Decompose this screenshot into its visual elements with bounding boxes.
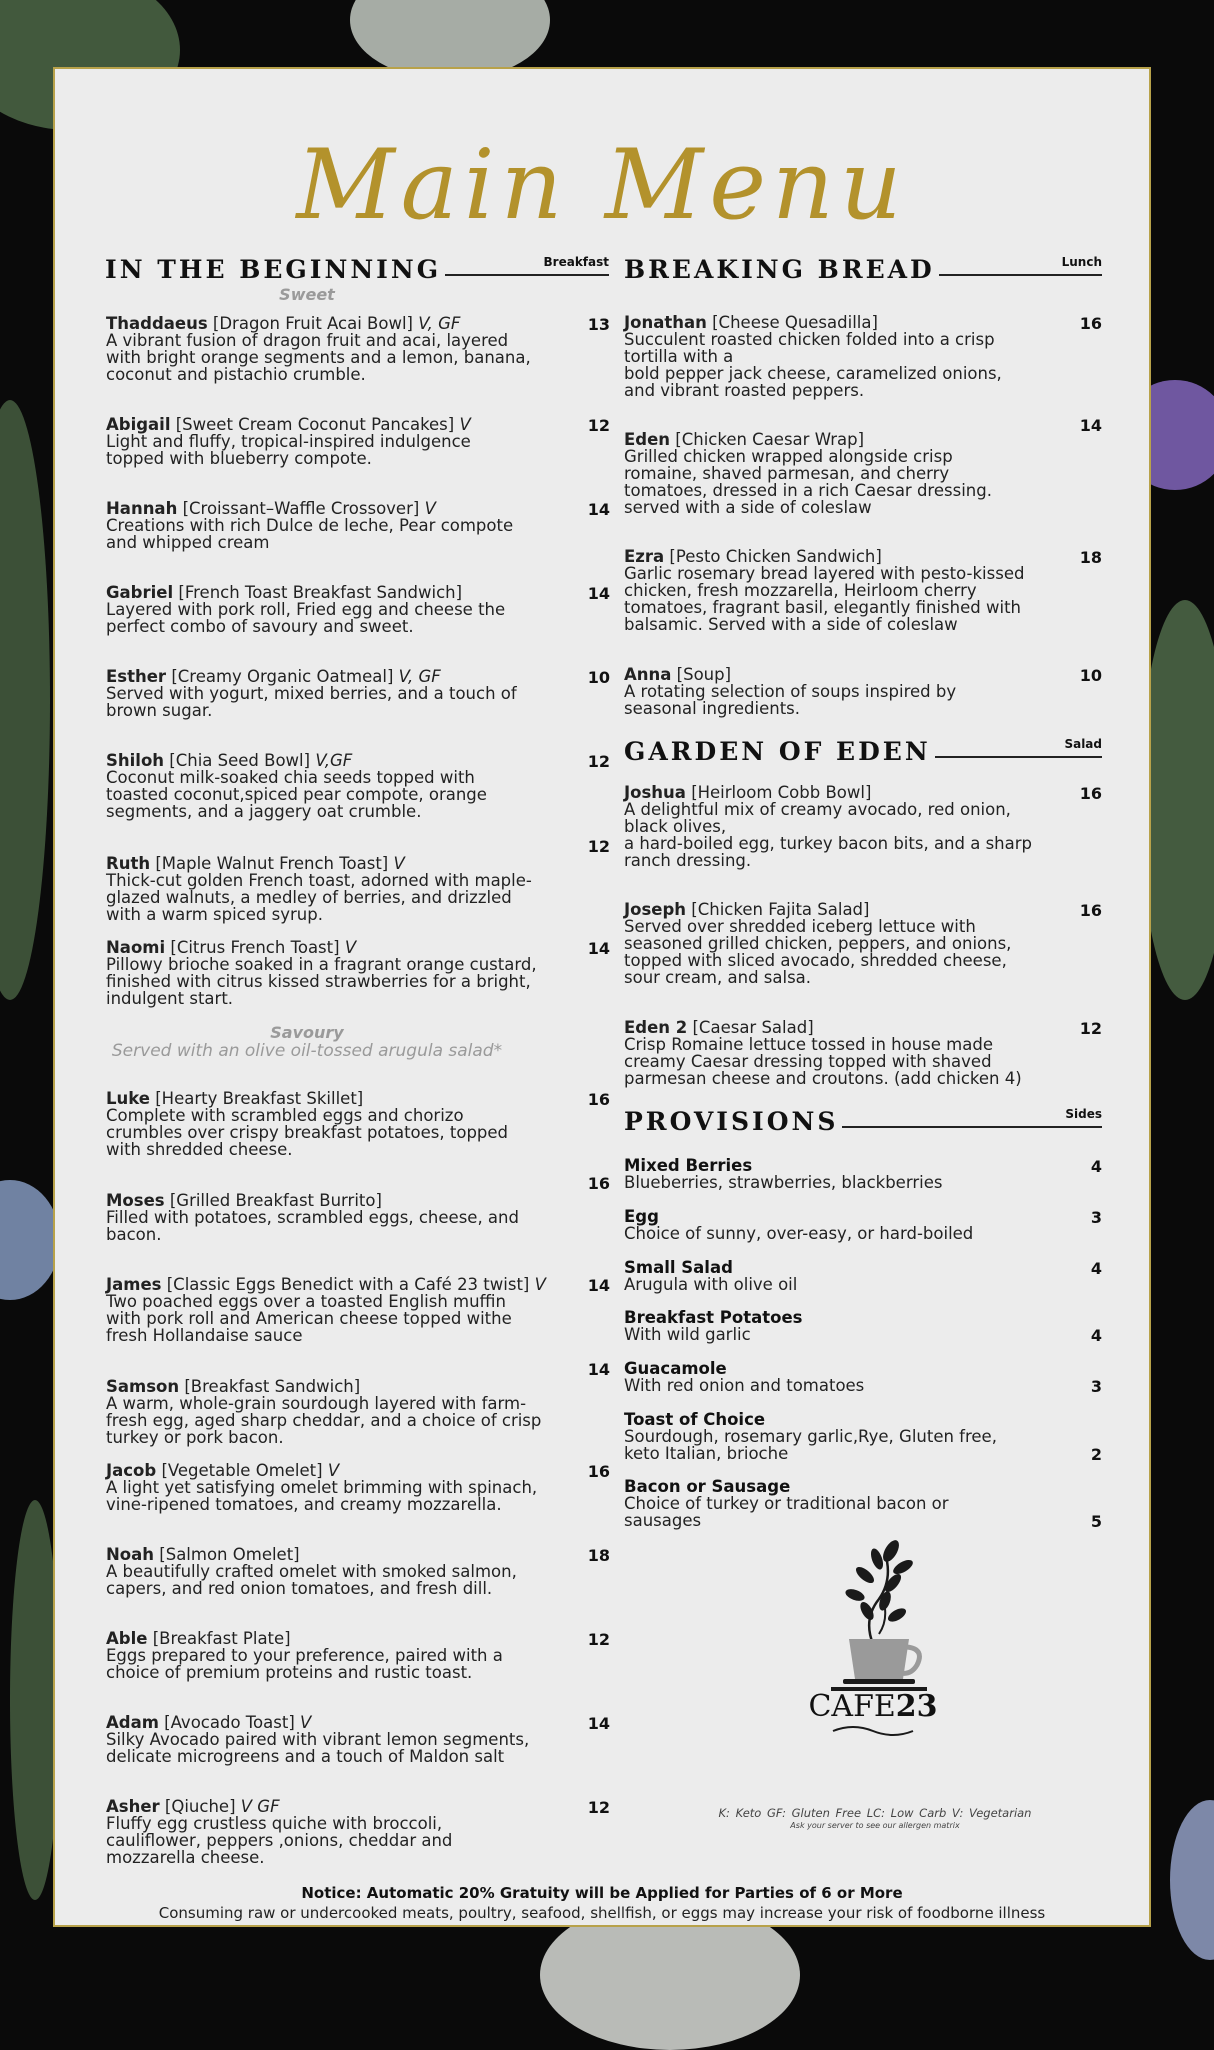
diet-legend-text: K: Keto GF: Gluten Free LC: Low Carb V: Vegetarian — [718, 1806, 1032, 1820]
diet-legend — [695, 1806, 1055, 1830]
item-price: 14 — [587, 584, 610, 603]
item-dish: [Soup] — [676, 665, 732, 684]
item-name: Ruth — [106, 854, 151, 873]
item-dish: [Qiuche] — [164, 1797, 236, 1816]
menu-item — [624, 1019, 1102, 1087]
item-description: Fluffy egg crustless quiche with broccoli, cauliflower, peppers ,onions, cheddar and mozzarella cheese. — [106, 1814, 453, 1867]
menu-item — [106, 416, 610, 467]
item-price: 12 — [587, 752, 610, 771]
menu-item-heading — [106, 315, 610, 332]
item-name: Eden — [624, 430, 671, 449]
menu-item — [106, 1462, 610, 1513]
item-dish: [Citrus French Toast] — [170, 938, 340, 957]
menu-item — [106, 855, 610, 923]
item-dish: [Grilled Breakfast Burrito] — [169, 1191, 382, 1210]
subsection-savoury-label: Savoury — [270, 1023, 344, 1042]
item-dish: [Creamy Organic Oatmeal] — [171, 667, 394, 686]
menu-item-heading — [106, 1378, 610, 1395]
menu-item-heading — [624, 548, 1102, 565]
item-description: Filled with potatoes, scrambled eggs, cheese, and bacon. — [106, 1208, 519, 1244]
item-description: A rotating selection of soups inspired by seasonal ingredients. — [624, 682, 957, 718]
item-description: Served with yogurt, mixed berries, and a touch of brown sugar. — [106, 684, 517, 720]
item-description: Thick-cut golden French toast, adorned with maple- glazed walnuts, a medley of berries, and drizzled with a warm spiced syrup. — [106, 871, 532, 924]
side-item — [624, 1411, 1044, 1462]
item-description: Two poached eggs over a toasted English muffin with pork roll and American cheese topped withe fresh Hollandaise sauce — [106, 1292, 512, 1345]
item-name: Jonathan — [624, 313, 707, 332]
item-description: Silky Avocado paired with vibrant lemon segments, delicate microgreens and a touch of Maldon salt — [106, 1730, 530, 1766]
item-diet-tags: V GF — [240, 1797, 280, 1816]
item-diet-tags: V — [344, 938, 357, 957]
item-name: Luke — [106, 1089, 150, 1108]
item-dish: [Chia Seed Bowl] — [169, 751, 311, 770]
side-price: 3 — [1090, 1208, 1102, 1227]
side-item — [624, 1309, 1044, 1343]
subsection-sweet-label: Sweet — [279, 285, 335, 304]
menu-item — [106, 1546, 610, 1597]
item-name: Eden 2 — [624, 1018, 688, 1037]
item-description: Served over shredded iceberg lettuce with seasoned grilled chicken, peppers, and onions, topped with sliced avocado, shredded cheese, sour cream, and salsa. — [624, 917, 1012, 987]
side-price: 4 — [1090, 1157, 1102, 1176]
section-tag: Sides — [1065, 1107, 1102, 1121]
item-diet-tags: V, GF — [398, 667, 441, 686]
item-price: 12 — [587, 1798, 610, 1817]
item-name: Adam — [106, 1713, 159, 1732]
item-price: 16 — [587, 1174, 610, 1193]
item-diet-tags: V — [424, 499, 436, 518]
item-price: 16 — [587, 1462, 610, 1481]
item-dish: [Hearty Breakfast Skillet] — [155, 1089, 364, 1108]
item-name: Noah — [106, 1545, 155, 1564]
side-name: Guacamole — [624, 1359, 727, 1378]
section-title: IN THE BEGINNING — [105, 255, 445, 284]
item-description: A light yet satisfying omelet brimming with spinach, vine-ripened tomatoes, and creamy mozzarella. — [106, 1478, 538, 1514]
item-name: James — [106, 1275, 162, 1294]
item-description: Grilled chicken wrapped alongside crisp romaine, shaved parmesan, and cherry tomatoes, dressed in a rich Caesar dressing. served with a side of coleslaw — [624, 447, 992, 517]
item-name: Gabriel — [106, 583, 174, 602]
item-dish: [Croissant–Waffle Crossover] — [182, 499, 420, 518]
item-dish: [Breakfast Sandwich] — [184, 1377, 361, 1396]
menu-item-heading — [106, 855, 610, 872]
item-name: Anna — [624, 665, 672, 684]
item-name: Moses — [106, 1191, 165, 1210]
subsection-savoury-note: Served with an olive oil-tossed arugula salad* — [111, 1041, 503, 1061]
item-diet-tags: V — [327, 1461, 340, 1480]
menu-item-heading — [106, 1630, 610, 1647]
item-name: Thaddaeus — [106, 314, 208, 333]
item-dish: [Cheese Quesadilla] — [712, 313, 878, 332]
side-price: 4 — [1090, 1326, 1102, 1345]
section-title: BREAKING BREAD — [624, 255, 939, 284]
item-price: 14 — [587, 939, 610, 958]
menu-item — [624, 666, 1102, 717]
menu-item-heading — [106, 500, 610, 517]
item-dish: [Maple Walnut French Toast] — [155, 854, 389, 873]
side-description: With red onion and tomatoes — [624, 1376, 865, 1395]
menu-item-heading — [106, 1798, 610, 1815]
menu-item-heading — [106, 1090, 610, 1107]
menu-item-heading — [624, 666, 1102, 683]
item-name: Abigail — [106, 415, 171, 434]
section-sides-header — [624, 1107, 1102, 1141]
item-name: Joshua — [624, 783, 686, 802]
side-name: Toast of Choice — [624, 1410, 766, 1429]
gratuity-notice: Notice: Automatic 20% Gratuity will be Applied for Parties of 6 or More — [301, 1884, 903, 1902]
cafe-logo-number: 23 — [895, 1689, 938, 1724]
menu-item — [624, 901, 1102, 986]
menu-item-heading — [106, 1462, 610, 1479]
menu-item-heading — [624, 314, 1102, 331]
side-description: Choice of turkey or traditional bacon or sausages — [624, 1494, 949, 1530]
item-name: Naomi — [106, 938, 166, 957]
item-description: A beautifully crafted omelet with smoked salmon, capers, and red onion tomatoes, and fresh dill. — [106, 1562, 517, 1598]
side-price: 2 — [1090, 1445, 1102, 1464]
menu-item — [106, 668, 610, 719]
side-name: Breakfast Potatoes — [624, 1308, 803, 1327]
menu-item — [106, 1798, 610, 1866]
item-description: Layered with pork roll, Fried egg and cheese the perfect combo of savoury and sweet. — [106, 600, 506, 636]
item-price: 12 — [1079, 1019, 1102, 1038]
menu-item-heading — [106, 668, 610, 685]
menu-item — [106, 500, 610, 551]
item-dish: [Salmon Omelet] — [159, 1545, 300, 1564]
menu-item-heading — [106, 1192, 610, 1209]
menu-item-heading — [624, 901, 1102, 918]
menu-item — [106, 1276, 610, 1344]
item-description: Coconut milk-soaked chia seeds topped with toasted coconut,spiced pear compote, orange segments, and a jaggery oat crumble. — [106, 768, 487, 821]
menu-card — [53, 67, 1151, 1927]
item-diet-tags: V — [393, 854, 405, 873]
item-description: Light and fluffy, tropical-inspired indulgence topped with blueberry compote. — [106, 432, 471, 468]
section-tag: Lunch — [1061, 255, 1102, 269]
item-price: 18 — [587, 1546, 610, 1565]
item-description: A delightful mix of creamy avocado, red onion, black olives, a hard-boiled egg, turkey bacon bits, and a sharp ranch dressing. — [624, 800, 1033, 870]
menu-item — [106, 939, 610, 1007]
item-diet-tags: V — [300, 1713, 312, 1732]
item-name: Asher — [106, 1797, 160, 1816]
item-description: Creations with rich Dulce de leche, Pear compote and whipped cream — [106, 516, 514, 552]
item-name: Ezra — [624, 547, 665, 566]
item-description: Pillowy brioche soaked in a fragrant orange custard, finished with citrus kissed strawberries for a bright, indulgent start. — [106, 955, 537, 1008]
item-description: A warm, whole-grain sourdough layered with farm- fresh egg, aged sharp cheddar, and a choice of crisp turkey or pork bacon. — [106, 1394, 542, 1447]
menu-item-heading — [106, 1546, 610, 1563]
menu-item — [106, 584, 610, 635]
section-title: GARDEN OF EDEN — [624, 737, 935, 766]
side-item — [624, 1259, 1044, 1293]
item-name: Joseph — [624, 900, 687, 919]
cafe-logo-word: CAFE — [808, 1689, 896, 1724]
menu-item — [106, 1192, 610, 1243]
menu-item — [106, 315, 610, 383]
menu-item — [624, 784, 1102, 869]
menu-item — [624, 548, 1102, 633]
side-description: Choice of sunny, over-easy, or hard-boiled — [624, 1224, 974, 1243]
menu-item — [624, 431, 1102, 516]
background-foliage — [1140, 600, 1214, 1000]
menu-item-heading — [106, 752, 610, 769]
cafe-logo — [793, 1539, 953, 1739]
side-description: Sourdough, rosemary garlic,Rye, Gluten free, keto Italian, brioche — [624, 1427, 997, 1463]
item-dish: [French Toast Breakfast Sandwich] — [178, 583, 463, 602]
item-diet-tags: V,GF — [315, 751, 353, 770]
menu-item-heading — [624, 784, 1102, 801]
item-description: Garlic rosemary bread layered with pesto-kissed chicken, fresh mozzarella, Heirloom cherry tomatoes, fragrant basil, elegantly finished with balsamic. Served with a side of coleslaw — [624, 564, 1025, 634]
menu-item-heading — [106, 416, 610, 433]
item-price: 14 — [1079, 416, 1102, 435]
item-name: Esther — [106, 667, 167, 686]
side-name: Mixed Berries — [624, 1156, 753, 1175]
side-name: Egg — [624, 1207, 659, 1226]
item-dish: [Sweet Cream Coconut Pancakes] — [175, 415, 455, 434]
section-tag: Breakfast — [543, 255, 609, 269]
item-dish: [Caesar Salad] — [692, 1018, 814, 1037]
item-price: 12 — [587, 1630, 610, 1649]
menu-item — [106, 1714, 610, 1765]
item-name: Hannah — [106, 499, 178, 518]
side-name: Bacon or Sausage — [624, 1477, 791, 1496]
item-price: 13 — [587, 315, 610, 334]
item-description: Succulent roasted chicken folded into a crisp tortilla with a bold pepper jack cheese, caramelized onions, and vibrant roasted peppers. — [624, 330, 1002, 400]
menu-item-heading — [106, 939, 610, 956]
menu-item — [106, 1378, 610, 1446]
item-dish: [Heirloom Cobb Bowl] — [691, 783, 872, 802]
item-name: Able — [106, 1629, 148, 1648]
item-dish: [Vegetable Omelet] — [161, 1461, 323, 1480]
side-description: With wild garlic — [624, 1325, 751, 1344]
item-name: Samson — [106, 1377, 180, 1396]
menu-item-heading — [106, 584, 610, 601]
item-price: 14 — [587, 1360, 610, 1379]
item-dish: [Chicken Caesar Wrap] — [675, 430, 865, 449]
item-price: 16 — [587, 1090, 610, 1109]
item-price: 18 — [1079, 548, 1102, 567]
side-item — [624, 1208, 1044, 1242]
item-price: 16 — [1079, 314, 1102, 333]
item-dish: [Breakfast Plate] — [152, 1629, 291, 1648]
menu-item-heading — [624, 431, 1102, 448]
item-diet-tags: V — [534, 1275, 546, 1294]
side-description: Blueberries, strawberries, blackberries — [624, 1173, 943, 1192]
item-price: 12 — [587, 416, 610, 435]
menu-title: Main Menu — [296, 129, 908, 241]
side-item — [624, 1360, 1044, 1394]
item-price: 14 — [587, 1714, 610, 1733]
allergen-note: Ask your server to see our allergen matrix — [790, 1821, 960, 1830]
side-item — [624, 1157, 1044, 1191]
item-name: Shiloh — [106, 751, 165, 770]
item-dish: [Chicken Fajita Salad] — [691, 900, 870, 919]
item-diet-tags: V — [459, 415, 471, 434]
section-title: PROVISIONS — [624, 1107, 842, 1136]
section-salad-header — [624, 737, 1102, 771]
item-diet-tags: V, GF — [418, 314, 461, 333]
item-price: 12 — [587, 837, 610, 856]
item-dish: [Classic Eggs Benedict with a Café 23 twist] — [166, 1275, 530, 1294]
item-dish: [Dragon Fruit Acai Bowl] — [212, 314, 413, 333]
side-name: Small Salad — [624, 1258, 733, 1277]
menu-item — [106, 1630, 610, 1681]
item-description: Crisp Romaine lettuce tossed in house made creamy Caesar dressing topped with shaved parmesan cheese and croutons. (add chicken 4) — [624, 1035, 1022, 1088]
item-price: 14 — [587, 500, 610, 519]
item-price: 16 — [1079, 901, 1102, 920]
item-price: 10 — [587, 668, 610, 687]
item-description: A vibrant fusion of dragon fruit and acai, layered with bright orange segments and a lemon, banana, coconut and pistachio crumble. — [106, 331, 531, 384]
section-tag: Salad — [1064, 737, 1102, 751]
cafe-logo-text — [793, 1689, 953, 1724]
item-price: 14 — [587, 1276, 610, 1295]
food-safety-warning: Consuming raw or undercooked meats, poultry, seafood, shellfish, or eggs may increase your risk of foodborne illness — [158, 1904, 1046, 1922]
item-name: Jacob — [106, 1461, 157, 1480]
item-dish: [Pesto Chicken Sandwich] — [669, 547, 882, 566]
item-description: Complete with scrambled eggs and chorizo crumbles over crispy breakfast potatoes, topped with shredded cheese. — [106, 1106, 509, 1159]
item-dish: [Avocado Toast] — [164, 1713, 295, 1732]
section-lunch-header — [624, 255, 1102, 289]
background-flower — [0, 1180, 60, 1300]
background-foliage — [0, 400, 50, 1000]
menu-item — [624, 314, 1102, 399]
menu-item — [106, 1090, 610, 1158]
menu-item-heading — [106, 1714, 610, 1731]
side-item — [624, 1478, 1044, 1529]
item-price: 16 — [1079, 784, 1102, 803]
section-breakfast-header — [105, 255, 609, 289]
menu-item-heading — [106, 1276, 610, 1293]
background-flower — [1170, 1800, 1214, 1960]
menu-item — [106, 752, 610, 820]
menu-item-heading — [624, 1019, 1102, 1036]
side-description: Arugula with olive oil — [624, 1275, 798, 1294]
item-price: 10 — [1079, 666, 1102, 685]
item-description: Eggs prepared to your preference, paired with a choice of premium proteins and rustic toast. — [106, 1646, 503, 1682]
side-price: 5 — [1090, 1512, 1102, 1531]
side-price: 3 — [1090, 1377, 1102, 1396]
side-price: 4 — [1090, 1259, 1102, 1278]
